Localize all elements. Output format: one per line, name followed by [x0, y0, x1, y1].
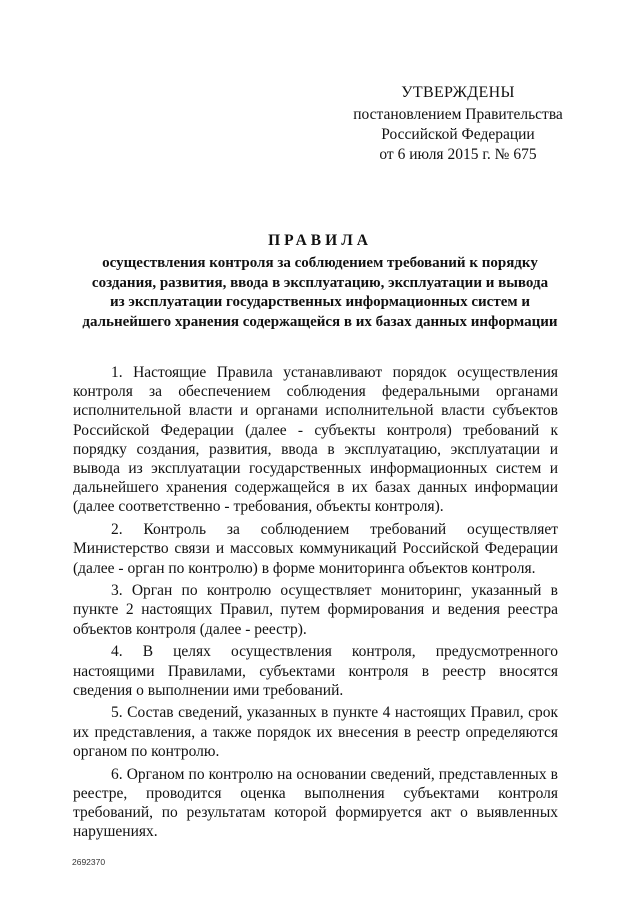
subtitle-line: создания, развития, ввода в эксплуатацию, эксплуатации и вывода: [91, 274, 549, 291]
approval-line-1: постановлением Правительства: [353, 106, 563, 123]
approval-line-2: Российской Федерации: [381, 126, 535, 143]
subtitle-line: дальнейшего хранения содержащейся в их базах данных информации: [82, 313, 558, 330]
document-barcode-number: 2692370: [72, 857, 106, 867]
document-subtitle: [70, 254, 570, 332]
paragraph-4: 4. В целях осуществления контроля, предусмотренного настоящими Правилами, субъектами контроля в реестр вносятся сведения о выполнении ими требований.: [73, 643, 558, 699]
approval-stamp: [338, 83, 578, 165]
approved-heading: УТВЕРЖДЕНЫ: [401, 84, 515, 101]
paragraph-6: 6. Органом по контролю на основании сведений, представленных в реестре, проводится оценка выполнения субъектами контроля требований, по результатам которой формируется акт о выявленных нарушениях.: [73, 765, 558, 841]
paragraph-5: 5. Состав сведений, указанных в пункте 4 настоящих Правил, срок их представления, а также порядок их внесения в реестр определяются органом по контролю.: [73, 704, 558, 760]
paragraph-2: 2. Контроль за соблюдением требований осуществляет Министерство связи и массовых коммуникаций Российской Федерации (далее - орган по контролю) в форме мониторинга объектов контроля.: [73, 521, 558, 577]
subtitle-line: осуществления контроля за соблюдением требований к порядку: [102, 255, 538, 271]
approval-line-3: от 6 июля 2015 г. № 675: [379, 146, 537, 163]
subtitle-line: из эксплуатации государственных информационных систем и: [110, 294, 530, 310]
paragraph-1: 1. Настоящие Правила устанавливают порядок осуществления контроля за обеспечением соблюдения федеральными органами исполнительной власти и органами исполнительной власти субъектов Российской Федерации (далее - субъекты контроля) требований к порядку создания, развития, ввода в эксплуатацию, эксплуатации и вывода из эксплуатации государственных информационных систем и дальнейшего хранения содержащейся в их базах данных информации (далее соответственно - требования, объекты контроля).: [73, 364, 558, 516]
document-title: ПРАВИЛА: [268, 232, 372, 249]
paragraph-3: 3. Орган по контролю осуществляет мониторинг, указанный в пункте 2 настоящих Правил, путем формирования и ведения реестра объектов контроля (далее - реестр).: [73, 582, 558, 638]
document-body: [73, 363, 558, 845]
